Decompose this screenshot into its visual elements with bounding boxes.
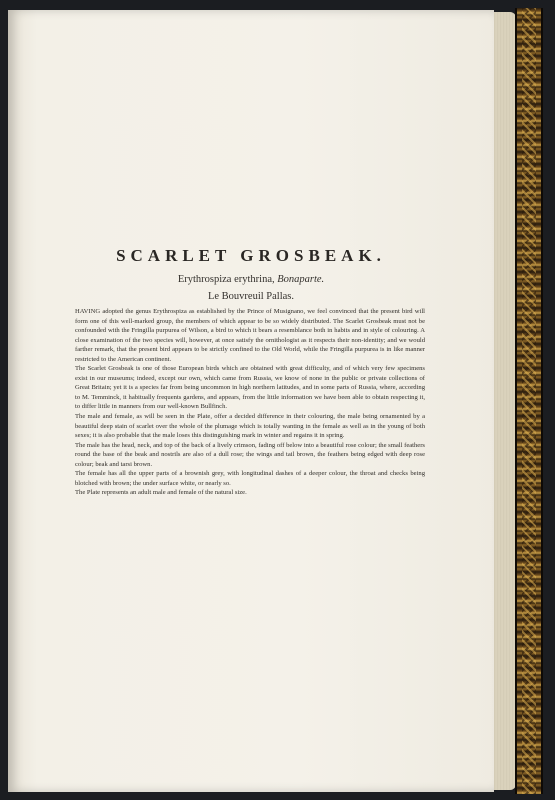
latin-name-line <box>8 274 494 285</box>
book-binding <box>515 8 543 794</box>
french-name: Le Bouvreuil Pallas. <box>207 291 295 302</box>
page-title: SCARLET GROSBEAK. <box>116 246 386 265</box>
paragraph: The male and female, as will be seen in the Plate, offer a decided difference in their colouring, the male being ornamented by a beautiful deep stain of scarlet over the whole of the plumage which is totally wanting in the female as well as in the young of both sexes; it is also probable that the male loses this distinguishing mark in winter and regains it in spring. <box>75 413 425 440</box>
paragraph: The Plate represents an adult male and female of the natural size. <box>75 489 247 497</box>
latin-name: Erythrospiza erythrina, <box>177 274 275 285</box>
paragraph: The female has all the upper parts of a brownish grey, with longitudinal dashes of a deeper colour, the throat and checks being blotched with brown; the under surface white, or nearly so. <box>75 470 425 487</box>
paragraph: The Scarlet Grosbeak is one of those European birds which are obtained with great difficulty, and of which very few specimens exist in our museums; indeed, except our own, which came from Russia, we know of none in the public or private collections of Great Britain; yet it is a species far from being uncommon in high northern latitudes, and in some parts of Russia, where, according to M. Temminck, it habitually frequents gardens, and appears, from the little information we have been able to obtain respecting it, to differ little in manners from our well-known Bullfinch. <box>75 365 425 411</box>
binding-ornament <box>522 8 536 794</box>
paragraph: The male has the head, neck, and top of the back of a lively crimson, fading off below into a beautiful rose colour; the small feathers round the base of the beak and nostrils are also of a dull rose; the wings and tail brown, the feathers being edged with deep rose colour; beak and tarsi brown. <box>75 441 425 468</box>
latin-author: Bonaparte. <box>277 274 325 285</box>
body-text <box>75 307 425 498</box>
book-page <box>8 10 494 792</box>
paragraph: HAVING adopted the genus Erythrospiza as established by the Prince of Musignano, we feel convinced that the present bird will form one of this well-marked group, the members of which appear to be so widely distributed. The Scarlet Grosbeak must not be confounded with the Fringilla purpurea of Wilson, a bird to which it bears a resemblance both in habits and in style of colouring. A close examination of the two species will, however, at once satisfy the ornithologist as it respects their non-identity; and we would farther remark, that the present bird appears to be strictly confined to the Old World, while the Fringilla purpurea is in like manner restricted to the American continent. <box>75 308 425 363</box>
